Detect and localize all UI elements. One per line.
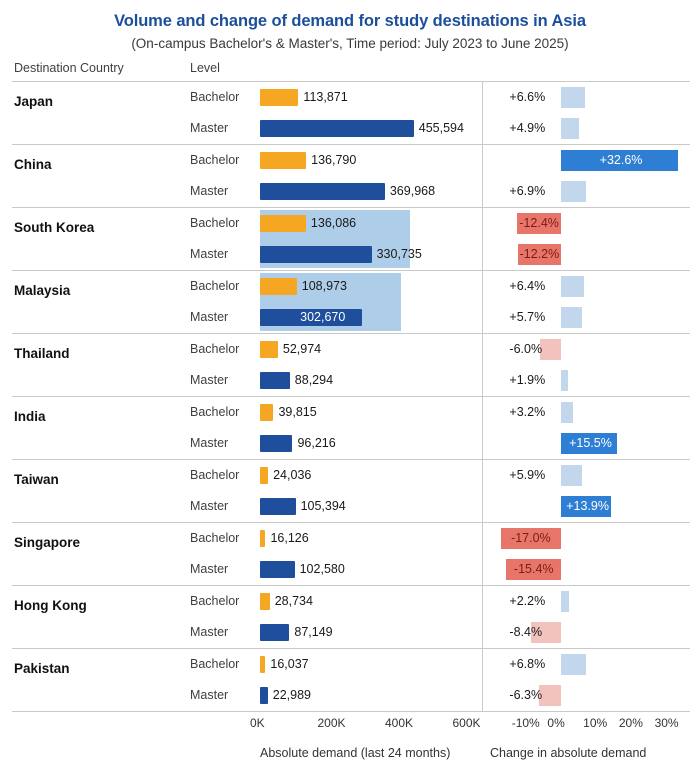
change-axis-tick: -10% (511, 716, 540, 730)
change-panel (490, 586, 690, 648)
level-label-bachelor: Bachelor (190, 657, 240, 671)
level-label-bachelor: Bachelor (190, 594, 240, 608)
header-destination-country: Destination Country (14, 61, 124, 75)
axis-captions (12, 746, 690, 776)
header-level: Level (190, 61, 220, 75)
country-group (12, 82, 690, 145)
volume-panel (260, 397, 476, 459)
change-bar (561, 370, 568, 391)
level-label-bachelor: Bachelor (190, 405, 240, 419)
change-bar (561, 276, 584, 297)
change-bar (561, 465, 582, 486)
volume-value-label: 16,037 (270, 657, 309, 671)
level-label-master: Master (190, 247, 229, 261)
country-label: Pakistan (14, 661, 70, 676)
change-panel (490, 145, 690, 207)
change-value-label: -6.3% (509, 688, 543, 702)
change-axis-tick: 0% (547, 716, 565, 730)
level-label-master: Master (190, 436, 229, 450)
volume-panel (260, 586, 476, 648)
volume-value-label: 330,735 (376, 247, 422, 261)
change-bar (561, 307, 581, 328)
change-panel (490, 649, 690, 711)
volume-value-label: 24,036 (273, 468, 312, 482)
volume-value-label: 88,294 (294, 373, 334, 387)
level-label-bachelor: Bachelor (190, 279, 240, 293)
panel-divider (482, 145, 483, 207)
volume-bar (260, 687, 268, 704)
volume-bar (260, 246, 372, 263)
volume-bar (260, 593, 270, 610)
change-bar (561, 87, 585, 108)
panel-divider (482, 82, 483, 144)
change-value-label: +2.2% (509, 594, 546, 608)
change-value-label: -12.4% (519, 216, 559, 230)
volume-bar (260, 341, 278, 358)
volume-value-label: 113,871 (303, 90, 348, 104)
country-group (12, 208, 690, 271)
volume-value-label: 87,149 (294, 625, 333, 639)
change-bar (561, 591, 569, 612)
panel-divider (482, 523, 483, 585)
country-label: Taiwan (14, 472, 59, 487)
volume-panel (260, 523, 476, 585)
volume-value-label: 22,989 (272, 688, 311, 702)
volume-value-label: 96,216 (297, 436, 336, 450)
volume-axis-tick: 200K (317, 716, 346, 730)
volume-value-label: 455,594 (418, 121, 464, 135)
panel-divider (482, 208, 483, 270)
level-label-master: Master (190, 310, 229, 324)
volume-value-label: 102,580 (299, 562, 345, 576)
change-bar (539, 685, 562, 706)
change-value-label: +4.9% (509, 121, 546, 135)
volume-value-label: 28,734 (274, 594, 313, 608)
panel-divider (482, 397, 483, 459)
level-label-master: Master (190, 121, 229, 135)
volume-panel (260, 460, 476, 522)
caption-volume: Absolute demand (last 24 months) (260, 746, 451, 760)
volume-axis-tick: 400K (385, 716, 414, 730)
country-group (12, 145, 690, 208)
page-subtitle: (On-campus Bachelor's & Master's, Time period: July 2023 to June 2025) (131, 36, 569, 51)
panel-divider (482, 334, 483, 396)
volume-value-label: 108,973 (301, 279, 347, 293)
chart-body (12, 81, 690, 712)
change-value-label: +15.5% (569, 436, 612, 450)
change-value-label: -6.0% (509, 342, 543, 356)
volume-bar (260, 530, 265, 547)
change-value-label: +6.9% (509, 184, 546, 198)
change-panel (490, 460, 690, 522)
country-group (12, 460, 690, 523)
country-label: Singapore (14, 535, 81, 550)
level-label-master: Master (190, 688, 229, 702)
volume-panel (260, 208, 476, 270)
volume-bar (260, 498, 296, 515)
country-group (12, 334, 690, 397)
volume-bar (260, 435, 292, 452)
volume-value-label: 136,790 (311, 153, 357, 167)
level-label-master: Master (190, 373, 229, 387)
volume-bar (260, 467, 268, 484)
level-label-master: Master (190, 499, 229, 513)
level-label-master: Master (190, 562, 229, 576)
volume-value-label: 369,968 (389, 184, 436, 198)
change-value-label: +13.9% (566, 499, 609, 513)
country-label: South Korea (14, 220, 95, 235)
country-group (12, 586, 690, 649)
change-bar (561, 654, 585, 675)
change-axis-tick: 10% (583, 716, 608, 730)
change-value-label: -12.2% (519, 247, 560, 261)
volume-bar (260, 278, 297, 295)
change-bar (561, 181, 586, 202)
volume-value-label: 16,126 (270, 531, 309, 545)
volume-value-label: 302,670 (300, 310, 346, 324)
change-value-label: +6.8% (509, 657, 546, 671)
panel-divider (482, 460, 483, 522)
volume-panel (260, 145, 476, 207)
change-panel (490, 208, 690, 270)
change-value-label: +5.9% (509, 468, 546, 482)
change-value-label: +32.6% (599, 153, 643, 167)
volume-panel (260, 649, 476, 711)
volume-bar (260, 215, 306, 232)
change-panel (490, 82, 690, 144)
change-bar (561, 118, 579, 139)
level-label-bachelor: Bachelor (190, 216, 240, 230)
level-label-bachelor: Bachelor (190, 468, 240, 482)
chart-axes (12, 712, 690, 738)
page-title: Volume and change of demand for study destinations in Asia (114, 12, 586, 30)
volume-bar (260, 372, 290, 389)
volume-bar (260, 656, 265, 673)
change-value-label: -17.0% (511, 531, 551, 545)
level-label-bachelor: Bachelor (190, 531, 240, 545)
country-label: Hong Kong (14, 598, 87, 613)
country-group (12, 523, 690, 586)
change-axis-tick: 30% (654, 716, 679, 730)
change-panel (490, 271, 690, 333)
change-value-label: -15.4% (513, 562, 554, 576)
country-label: Thailand (14, 346, 70, 361)
volume-bar (260, 624, 289, 641)
volume-axis-tick: 0K (250, 716, 265, 730)
level-label-master: Master (190, 184, 229, 198)
volume-bar (260, 89, 298, 106)
change-panel (490, 523, 690, 585)
country-label: China (14, 157, 52, 172)
volume-value-label: 136,086 (310, 216, 357, 230)
panel-divider (482, 271, 483, 333)
country-label: India (14, 409, 46, 424)
change-value-label: -8.4% (509, 625, 543, 639)
level-label-master: Master (190, 625, 229, 639)
level-label-bachelor: Bachelor (190, 342, 240, 356)
change-value-label: +1.9% (509, 373, 546, 387)
change-axis-tick: 20% (618, 716, 643, 730)
volume-bar (260, 561, 295, 578)
volume-panel (260, 82, 476, 144)
country-group (12, 649, 690, 712)
level-label-bachelor: Bachelor (190, 153, 240, 167)
volume-panel (260, 271, 476, 333)
change-panel (490, 334, 690, 396)
change-value-label: +3.2% (509, 405, 546, 419)
volume-bar (260, 120, 414, 137)
volume-value-label: 52,974 (282, 342, 322, 356)
volume-panel (260, 334, 476, 396)
caption-change: Change in absolute demand (490, 746, 647, 760)
panel-divider (482, 649, 483, 711)
change-value-label: +5.7% (509, 310, 546, 324)
column-headers (0, 61, 700, 81)
volume-bar (260, 404, 273, 421)
volume-bar (260, 152, 306, 169)
change-value-label: +6.6% (509, 90, 546, 104)
level-label-bachelor: Bachelor (190, 90, 240, 104)
volume-value-label: 105,394 (300, 499, 346, 513)
change-bar (540, 339, 561, 360)
change-bar (561, 402, 572, 423)
volume-value-label: 39,815 (278, 405, 317, 419)
volume-bar (260, 183, 385, 200)
country-label: Japan (14, 94, 54, 109)
panel-divider (482, 586, 483, 648)
country-group (12, 397, 690, 460)
country-label: Malaysia (14, 283, 71, 298)
volume-axis-tick: 600K (452, 716, 481, 730)
country-group (12, 271, 690, 334)
change-panel (490, 397, 690, 459)
change-value-label: +6.4% (509, 279, 546, 293)
